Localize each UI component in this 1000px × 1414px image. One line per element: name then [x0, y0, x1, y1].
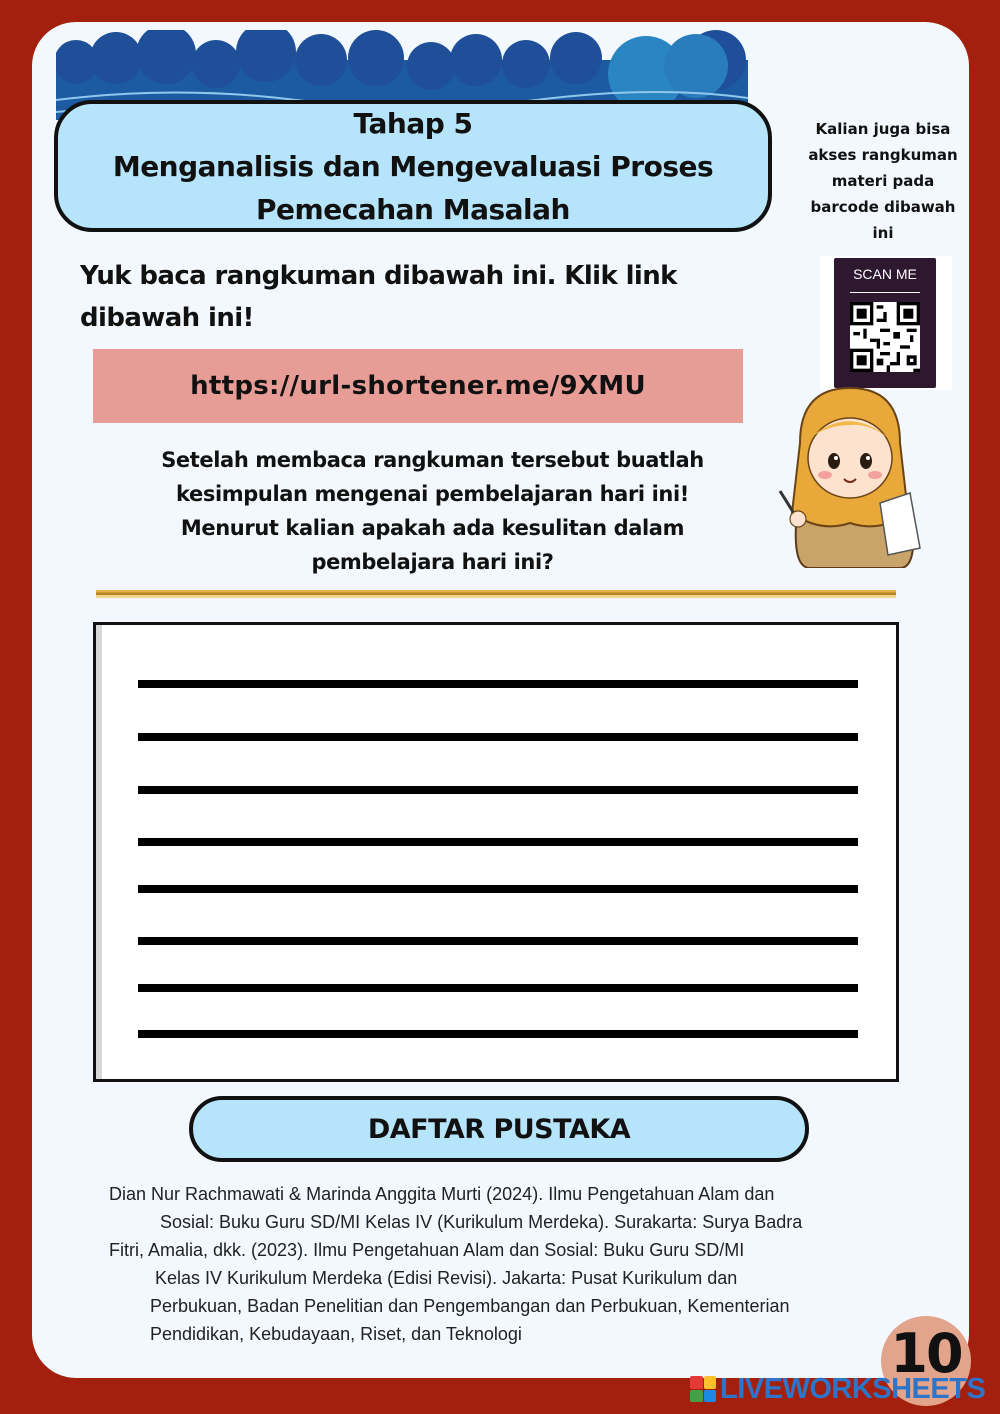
- answer-area[interactable]: [93, 622, 899, 1082]
- stage-title-line-1: Tahap 5: [353, 106, 473, 140]
- answer-line[interactable]: [138, 1030, 858, 1038]
- reference-line: Sosial: Buku Guru SD/MI Kelas IV (Kurikulum Merdeka). Surakarta: Surya Badra: [160, 1212, 803, 1232]
- stage-title-line-3: Pemecahan Masalah: [256, 192, 570, 226]
- reference-line: Fitri, Amalia, dkk. (2023). Ilmu Pengetahuan Alam dan Sosial: Buku Guru SD/MI: [109, 1240, 745, 1260]
- liveworksheets-logo-icon: [690, 1376, 716, 1402]
- summary-link[interactable]: [93, 349, 743, 423]
- answer-line[interactable]: [138, 786, 858, 794]
- reference-line: Perbukuan, Badan Penelitian dan Pengembangan dan Perbukuan, Kementerian: [150, 1296, 790, 1316]
- answer-line[interactable]: [138, 838, 858, 846]
- qr-note: Kalian juga bisa akses rangkuman materi pada barcode dibawah ini: [808, 120, 958, 242]
- intro-text: Yuk baca rangkuman dibawah ini. Klik link dibawah ini!: [80, 261, 677, 333]
- summary-link-text[interactable]: https://url-shortener.me/9XMU: [190, 371, 646, 401]
- references-heading-panel: [189, 1096, 809, 1162]
- teacher-character-illustration: [770, 383, 930, 568]
- stage-title-panel: [54, 100, 772, 232]
- answer-line[interactable]: [138, 885, 858, 893]
- page-number: 10: [890, 1322, 962, 1385]
- reference-line: Kelas IV Kurikulum Merdeka (Edisi Revisi). Jakarta: Pusat Kurikulum dan: [155, 1268, 738, 1288]
- references-heading: DAFTAR PUSTAKA: [367, 1113, 631, 1145]
- qr-code[interactable]: [820, 256, 952, 390]
- liveworksheets-watermark: [690, 1371, 985, 1407]
- answer-line[interactable]: [138, 937, 858, 945]
- section-divider: [96, 590, 896, 598]
- reference-line: Dian Nur Rachmawati & Marinda Anggita Murti (2024). Ilmu Pengetahuan Alam dan: [109, 1184, 775, 1204]
- answer-line[interactable]: [138, 680, 858, 688]
- instructions-text: Setelah membaca rangkuman tersebut buatlah kesimpulan mengenai pembelajaran hari ini! Menurut kalian apakah ada kesulitan dalam pembelajara hari ini?: [161, 448, 704, 574]
- answer-line[interactable]: [138, 733, 858, 741]
- watermark-text: LIVEWORKSHEETS: [720, 1372, 986, 1405]
- answer-line[interactable]: [138, 984, 858, 992]
- scan-me-label: SCAN ME: [853, 266, 917, 282]
- reference-line: Pendidikan, Kebudayaan, Riset, dan Teknologi: [150, 1324, 522, 1344]
- qr-code-icon: [850, 302, 920, 372]
- stage-title-line-2: Menganalisis dan Mengevaluasi Proses: [112, 149, 714, 183]
